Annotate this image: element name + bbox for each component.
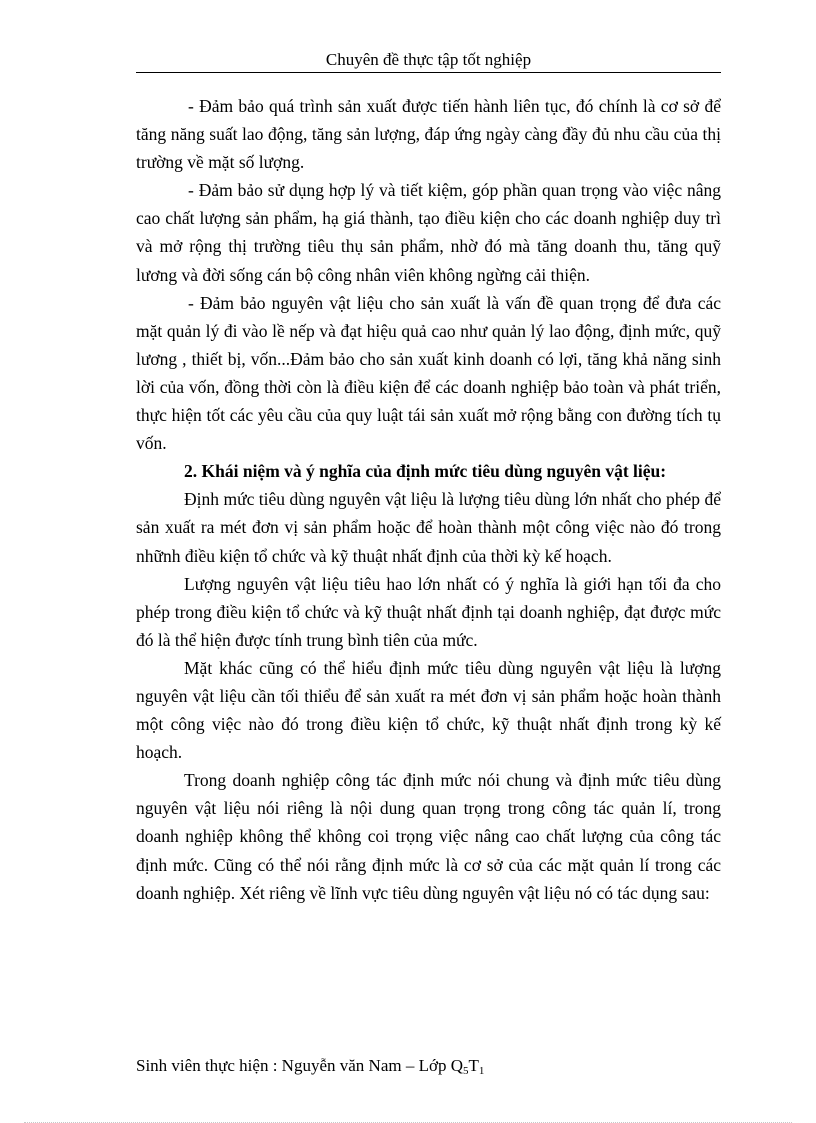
paragraph: Định mức tiêu dùng nguyên vật liệu là lượng tiêu dùng lớn nhất cho phép để sản xuất ra mét đơn vị sản phẩm hoặc để hoàn thành một công việc nào đó trong nhữnh điều kiện tổ chức và kỹ thuật nhất định của thời kỳ kế hoạch. (136, 489, 721, 566)
footer-class-letter: T (468, 1056, 479, 1075)
footer-text: Sinh viên thực hiện : Nguyễn văn Nam – Lớp Q (136, 1056, 463, 1075)
paragraph: Lượng nguyên vật liệu tiêu hao lớn nhất có ý nghĩa là giới hạn tối đa cho phép trong điều kiện tổ chức và kỹ thuật nhất định tại doanh nghiệp, đạt được mức đó là thể hiện được tính trung bình tiên của mức. (136, 573, 721, 650)
section-heading: 2. Khái niệm và ý nghĩa của định mức tiêu dùng nguyên vật liệu: (184, 461, 667, 482)
document-body (136, 92, 721, 907)
paragraph: - Đảm bảo quá trình sản xuất được tiến hành liên tục, đó chính là cơ sở để tăng năng suất lao động, tăng sản lượng, đáp ứng ngày càng đầy đủ nhu cầu của thị trường về mặt số lượng. (136, 96, 721, 173)
paragraph: - Đảm bảo sử dụng hợp lý và tiết kiệm, góp phần quan trọng vào việc nâng cao chất lượng sản phẩm, hạ giá thành, tạo điều kiện cho các doanh nghiệp duy trì và mở rộng thị trường tiêu thụ sản phẩm, nhờ đó mà tăng doanh thu, tăng quỹ lương và đời sống cán bộ công nhân viên không ngừng cải thiện. (136, 180, 721, 285)
page-footer (136, 1054, 484, 1083)
paragraph: Mặt khác cũng có thể hiểu định mức tiêu dùng nguyên vật liệu là lượng nguyên vật liệu cần tối thiểu để sản xuất ra mét đơn vị sản phẩm hoặc hoàn thành một công việc nào đó trong điều kiện tổ chức, kỹ thuật nhất định trong kỳ kế hoạch. (136, 657, 721, 763)
footer-subscript: 5 (462, 1065, 469, 1077)
paragraph: Trong doanh nghiệp công tác định mức nói chung và định mức tiêu dùng nguyên vật liệu nói riêng là nội dung quan trọng trong công tác quản lí, trong doanh nghiệp không thể không coi trọng việc nâng cao chất lượng của công tác định mức. Cũng có thể nói rằng định mức là cơ sở của các mặt quản lí trong các doanh nghiệp. Xét riêng về lĩnh vực tiêu dùng nguyên vật liệu nó có tác dụng sau: (136, 770, 721, 903)
header-title: Chuyên đề thực tập tốt nghiệp (325, 50, 532, 69)
page-header (136, 48, 721, 73)
paragraph: - Đảm bảo nguyên vật liệu cho sản xuất là vấn đề quan trọng để đưa các mặt quản lý đi vào lề nếp và đạt hiệu quả cao như quản lý lao động, định mức, quỹ lương , thiết bị, vốn...Đảm bảo cho sản xuất kinh doanh có lợi, tăng khả năng sinh lời của vốn, đồng thời còn là điều kiện để các doanh nghiệp bảo toàn và phát triển, thực hiện tốt các yêu cầu của quy luật tái sản xuất mở rộng bằng con đường tích tụ vốn. (136, 292, 721, 454)
footer-subscript: 1 (478, 1065, 485, 1077)
